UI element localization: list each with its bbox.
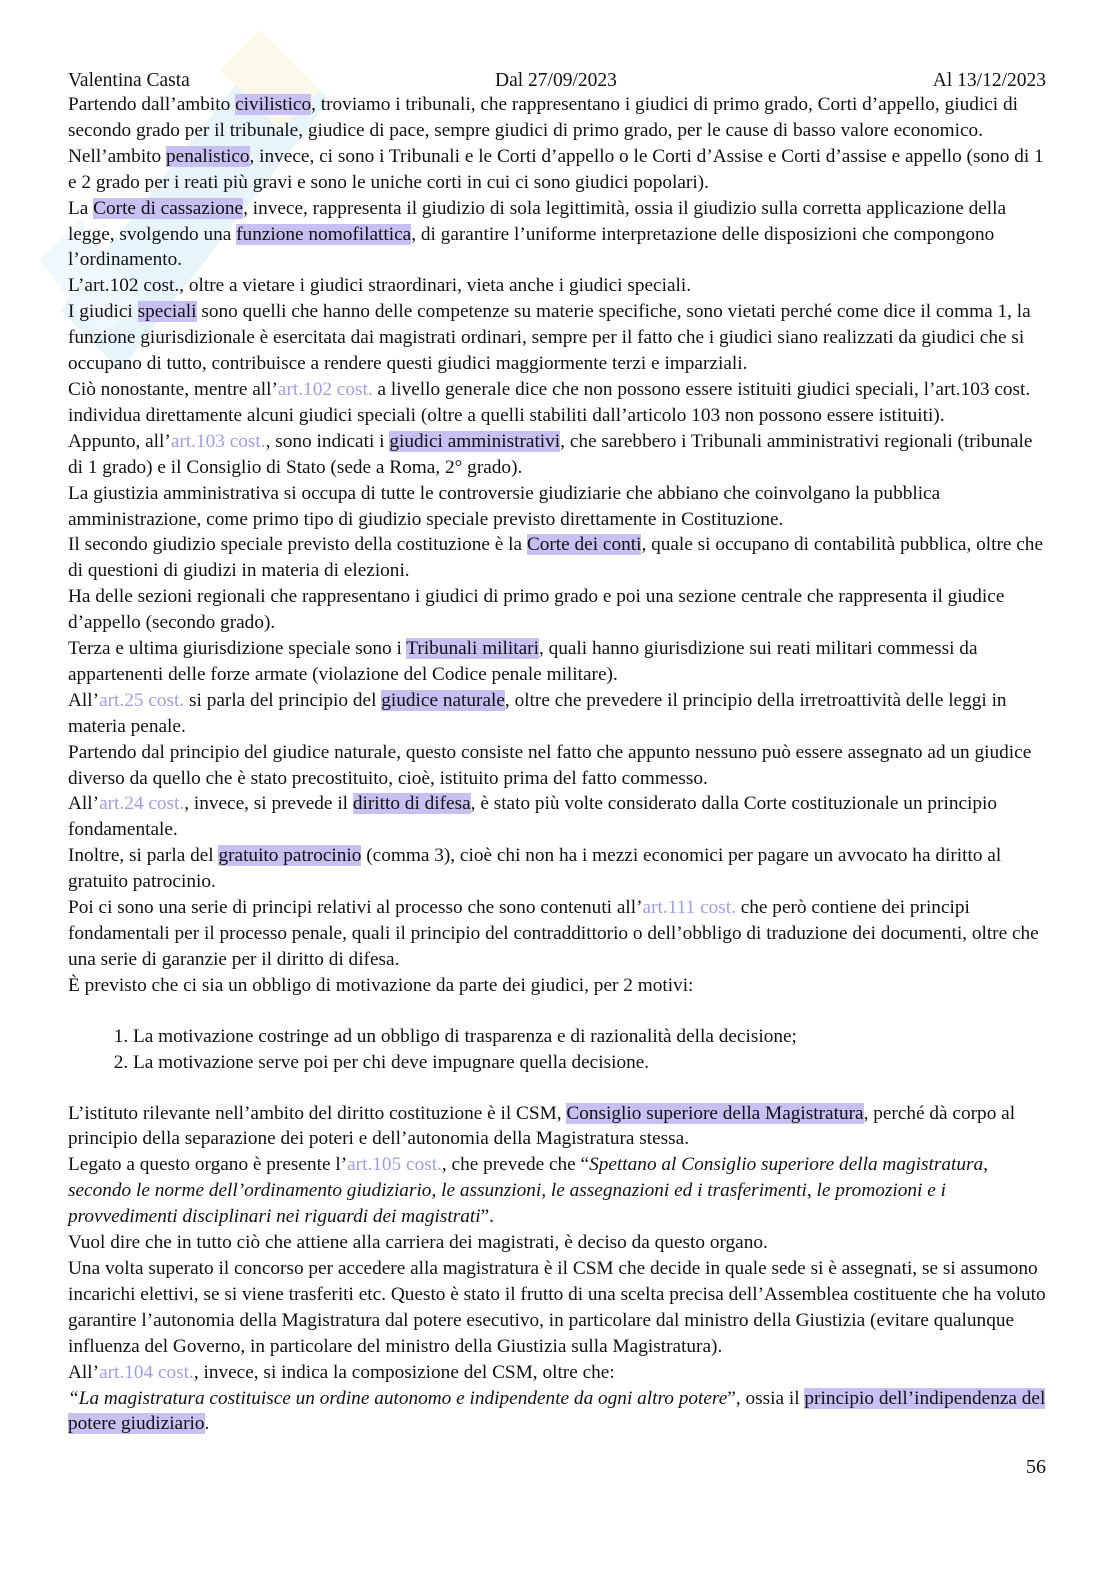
- highlighted-term: giudice naturale: [381, 689, 505, 711]
- highlighted-term: Tribunali militari: [406, 638, 539, 660]
- article-reference-link[interactable]: art.105 cost.: [347, 1154, 442, 1176]
- paragraph: L’istituto rilevante nell’ambito del diritto costituzione è il CSM, Consiglio superiore della Magistratura, perché dà corpo al principio della separazione dei poteri e dell’autonomia della Magistratura stessa.: [68, 1102, 1016, 1150]
- highlighted-term: funzione nomofilattica: [236, 223, 412, 245]
- paragraph: Una volta superato il concorso per accedere alla magistratura è il CSM che decide in quale sede si è assegnati, se si assumono incarichi elettivi, se si viene trasferiti etc. Questo è stato il frutto di una scelta precisa dell’Assemblea costituente che ha voluto garantire l’autonomia della Magistratura dal potere esecutivo, in particolare dal ministro della Giustizia (evitare qualunque influenza del Governo, in particolare del ministro della Giustizia sulla Magistratura).: [68, 1257, 1046, 1357]
- page-number: 56: [1026, 1456, 1046, 1478]
- paragraph: Partendo dall’ambito civilistico, troviamo i tribunali, che rappresentano i giudici di primo grado, Corti d’appello, giudici di secondo grado per il tribunale, giudice di pace, sempre giudici di primo grado, per le cause di basso valore economico.: [68, 94, 1018, 141]
- paragraph: Legato a questo organo è presente l’art.105 cost., che prevede che “Spettano al Consiglio superiore della magistratura, secondo le norme dell’ordinamento giudiziario, le assunzioni, le assegnazioni ed i trasferimenti, le promozioni e i provvedimenti disciplinari nei riguardi dei magistrati”.: [68, 1154, 988, 1228]
- paragraph: La giustizia amministrativa si occupa di tutte le controversie giudiziarie che abbiano che coinvolgano la pubblica amministrazione, come primo tipo di giudizio speciale previsto direttamente in Costituzione.: [68, 482, 941, 530]
- paragraph: “La magistratura costituisce un ordine autonomo e indipendente da ogni altro potere”, ossia il principio dell’indipendenza del potere giudiziario.: [68, 1387, 1046, 1435]
- paragraph: Vuol dire che in tutto ciò che attiene alla carriera dei magistrati, è deciso da questo organo.: [68, 1232, 768, 1254]
- paragraph: Il secondo giudizio speciale previsto della costituzione è la Corte dei conti, quale si occupano di contabilità pubblica, oltre che di questioni di giudizi in materia di elezioni.: [68, 534, 1044, 582]
- paragraph: Ha delle sezioni regionali che rappresentano i giudici di primo grado e poi una sezione centrale che rappresenta il giudice d’appello (secondo grado).: [68, 586, 1005, 634]
- highlighted-term: speciali: [137, 301, 197, 323]
- paragraph: All’art.104 cost., invece, si indica la composizione del CSM, oltre che:: [68, 1361, 615, 1383]
- article-reference-link[interactable]: art.104 cost.: [99, 1361, 194, 1383]
- date-to: Al 13/12/2023: [932, 70, 1046, 91]
- article-reference-link[interactable]: art.25 cost.: [99, 689, 185, 711]
- paragraph: Nell’ambito penalistico, invece, ci sono i Tribunali e le Corti d’appello o le Corti d’Assise e Corti d’assise e appello (sono di 1 e 2 grado per i reati più gravi e sono le uniche corti in cui ci sono giudici popolari).: [68, 145, 1044, 193]
- paragraph: Poi ci sono una serie di principi relativi al processo che sono contenuti all’art.111 cost. che però contiene dei principi fondamentali per il processo penale, quali il principio del contraddittorio o dell’obbligo di traduzione dei documenti, oltre che una serie di garanzie per il diritto di difesa.: [68, 897, 1039, 970]
- author-name: Valentina Casta: [68, 70, 190, 91]
- highlighted-term: Corte di cassazione: [93, 197, 244, 219]
- paragraph: All’art.24 cost., invece, si prevede il diritto di difesa, è stato più volte considerato dalla Corte costituzionale un principio fondamentale.: [68, 793, 998, 841]
- paragraph: Inoltre, si parla del gratuito patrocinio (comma 3), cioè chi non ha i mezzi economici per pagare un avvocato ha diritto al gratuito patrocinio.: [68, 845, 1002, 893]
- highlighted-term: Consiglio superiore della Magistratura: [566, 1102, 864, 1124]
- page-header: [68, 68, 1046, 94]
- paragraph: I giudici speciali sono quelli che hanno delle competenze su materie specifiche, sono vietati perché come dice il comma 1, la funzione giurisdizionale è esercitata dai magistrati ordinari, sempre per il fatto che i giudici siano realizzati da giudici che si occupano di tutto, contribuisce a rendere questi giudici maggiormente terzi e imparziali.: [68, 301, 1031, 375]
- date-from: Dal 27/09/2023: [495, 70, 617, 91]
- article-reference-link[interactable]: art.102 cost.: [277, 378, 373, 400]
- highlighted-term: civilistico: [235, 94, 312, 115]
- paragraph: All’art.25 cost. si parla del principio del giudice naturale, oltre che prevedere il principio della irretroattività delle leggi in materia penale.: [68, 689, 1007, 737]
- list-item: 1. La motivazione costringe ad un obbligo di trasparenza e di razionalità della decisione;: [133, 1024, 1046, 1050]
- document-body: [68, 92, 1046, 1437]
- highlighted-term: diritto di difesa: [352, 793, 471, 815]
- paragraph: L’art.102 cost., oltre a vietare i giudici straordinari, vieta anche i giudici speciali.: [68, 275, 692, 297]
- highlighted-term: principio dell’indipendenza del potere giudiziario: [68, 1387, 1046, 1435]
- quoted-text: “La magistratura costituisce un ordine autonomo e indipendente da ogni altro potere: [68, 1387, 728, 1409]
- paragraph: Ciò nonostante, mentre all’art.102 cost. a livello generale dice che non possono essere istituiti giudici speciali, l’art.103 cost. individua direttamente alcuni giudici speciali (oltre a quelli stabiliti dall’articolo 103 non possono essere istituiti).: [68, 378, 1031, 426]
- list-item: 2. La motivazione serve poi per chi deve impugnare quella decisione.: [133, 1050, 1046, 1076]
- numbered-list: [68, 1024, 1046, 1076]
- paragraph: È previsto che ci sia un obbligo di motivazione da parte dei giudici, per 2 motivi:: [68, 974, 694, 996]
- article-reference-link[interactable]: art.24 cost.: [99, 793, 185, 815]
- highlighted-term: Corte dei conti: [526, 534, 642, 556]
- article-reference-link[interactable]: art.111 cost.: [642, 897, 736, 919]
- highlighted-term: penalistico: [166, 145, 250, 167]
- paragraph: Appunto, all’art.103 cost., sono indicati i giudici amministrativi, che sarebbero i Tribunali amministrativi regionali (tribunale di 1 grado) e il Consiglio di Stato (sede a Roma, 2° grado).: [68, 430, 1033, 478]
- article-reference-link[interactable]: art.103 cost.: [170, 430, 266, 452]
- highlighted-term: gratuito patrocinio: [218, 845, 362, 867]
- paragraph: Terza e ultima giurisdizione speciale sono i Tribunali militari, quali hanno giurisdizione sui reati militari commessi da appartenenti delle forze armate (violazione del Codice penale militare).: [68, 638, 978, 685]
- paragraph: Partendo dal principio del giudice naturale, questo consiste nel fatto che appunto nessuno può essere assegnato ad un giudice diverso da quello che è stato precostituito, cioè, istituito prima del fatto commesso.: [68, 741, 1032, 789]
- paragraph: La Corte di cassazione, invece, rappresenta il giudizio di sola legittimità, ossia il giudizio sulla corretta applicazione della legge, svolgendo una funzione nomofilattica, di garantire l’uniforme interpretazione delle disposizioni che compongono l’ordinamento.: [68, 197, 1007, 271]
- highlighted-term: giudici amministrativi: [389, 430, 561, 452]
- quoted-text: Spettano al Consiglio superiore della magistratura, secondo le norme dell’ordinamento giudiziario, le assunzioni, le assegnazioni ed i trasferimenti, le promozioni e i provvedimenti disciplinari nei riguardi dei magistrati: [68, 1154, 988, 1228]
